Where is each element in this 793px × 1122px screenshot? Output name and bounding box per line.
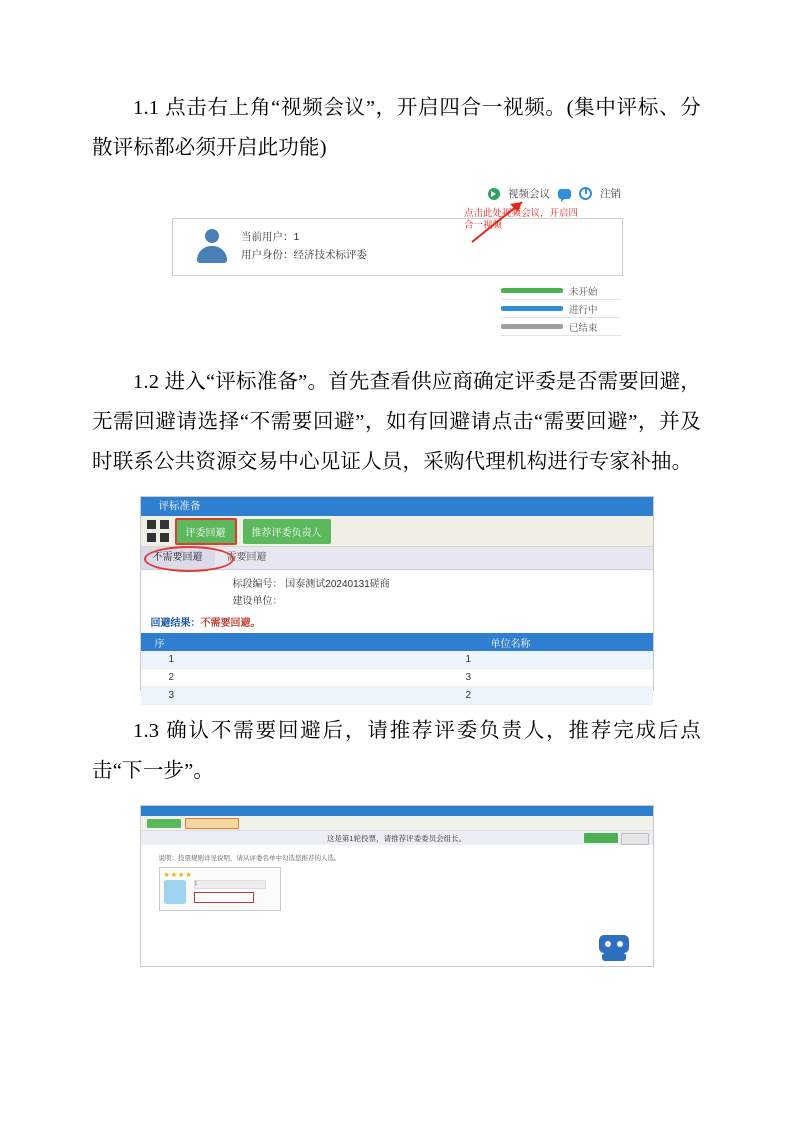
qr-code-icon [147,520,169,542]
paragraph-1-3: 1.3 确认不需要回避后，请推荐评委负责人，推荐完成后点击“下一步”。 [92,720,701,782]
fig1-user-info [241,228,367,264]
table-header-row [141,633,653,651]
cell-index: 1 [141,651,356,669]
cancel-button[interactable] [621,833,649,845]
table-header-index: 序 [141,633,356,651]
chat-icon[interactable] [558,189,571,199]
fig2-title: 评标准备 [141,497,653,516]
fig3-header [141,831,653,845]
legend-color-swatch [501,324,563,329]
logout-label[interactable]: 注销 [600,188,621,200]
table-header-unit-name: 单位名称 [356,633,653,651]
rating-stars-icon: ★★★★ [163,872,193,879]
figure-1-screenshot [164,182,629,342]
table-row[interactable] [141,687,653,705]
avoid-button[interactable]: 评委回避 [175,518,237,545]
section-no-value: 国泰测试20240131磋商 [285,579,390,590]
legend-color-swatch [501,306,563,311]
unit-label: 建设单位： [232,596,283,607]
legend-item [501,318,621,336]
cell-index: 3 [141,687,356,705]
expert-select-input[interactable] [194,892,254,903]
legend-label: 进行中 [569,304,598,316]
fig2-fields [141,570,653,610]
legend-color-swatch [501,288,563,293]
unit-row [233,593,653,610]
legend-label: 已结束 [569,322,598,334]
avatar-head [205,229,219,243]
fig3-header-buttons [584,833,649,845]
figure-3-container [92,805,701,967]
table-row[interactable] [141,651,653,669]
fig3-title-bar [141,806,653,816]
current-user-label: 当前用户：1 [241,231,300,243]
legend-item [501,300,621,318]
robot-body [602,953,626,961]
paragraph-1-1: 1.1 点击右上角“视频会议”，开启四合一视频。(集中评标、分散评标都必须开启此功能) [92,97,701,159]
annotation-ellipse [144,546,234,572]
tab-no-avoid[interactable]: 不需要回避 [141,547,215,569]
avatar-body [197,246,227,263]
recommend-leader-button[interactable]: 推荐评委负责人 [243,519,331,544]
legend-label: 未开始 [569,286,598,298]
fig3-body [141,845,653,967]
section-no-row [233,576,653,593]
fig3-toolbar [141,816,653,831]
expert-avatar [164,880,186,904]
table-row[interactable] [141,669,653,687]
section-no-label: 标段编号： [232,579,283,590]
tab-need-avoid[interactable]: 需要回避 [226,552,267,563]
recommend-leader-button-small[interactable] [185,818,239,829]
fig2-table [141,633,653,705]
robot-assistant-icon[interactable] [597,931,631,961]
fig1-annotation-text: 点击此处视频会议，开启四合一视频 [464,208,579,231]
legend-item [501,282,621,300]
paragraph-1-2: 1.2 进入“评标准备”。首先查看供应商确定评委是否需要回避，无需回避请选择“不需要回避”，如有回避请点击“需要回避”，并及时联系公共资源交易中心见证人员，采购代理机构进行专家补抽。 [92,371,701,473]
cell-unit-name: 1 [356,651,653,669]
user-role-label: 用户身份：经济技术标评委 [241,249,367,261]
cell-index: 2 [141,669,356,687]
next-step-button[interactable] [584,833,618,843]
result-value: 不需要回避。 [200,618,261,629]
expert-name-field: 1 [194,880,266,889]
avatar [195,229,229,265]
figure-3-screenshot [140,805,654,967]
video-conference-label[interactable]: 视频会议 [508,188,550,200]
cell-unit-name: 3 [356,669,653,687]
figure-2-container [92,496,701,701]
figure-1-container [92,182,701,342]
avoid-button-small[interactable] [147,819,181,828]
expert-card[interactable] [159,867,281,911]
fig3-header-text: 这是第1轮投票，请推荐评委委员会组长。 [326,833,467,843]
robot-head [599,935,629,953]
robot-eye-right [617,941,623,947]
robot-eye-left [605,941,611,947]
result-prefix: 回避结果： [150,618,201,629]
fig2-toolbar [141,516,653,547]
fig1-legend [501,282,621,336]
cell-unit-name: 2 [356,687,653,705]
figure-2-screenshot [140,496,654,701]
fig1-topbar [164,182,629,210]
power-icon[interactable] [579,187,592,200]
fig3-note: 说明：投票规则详见说明，请从评委名单中勾选您推荐的人选。 [158,855,341,862]
fig2-result [141,610,653,633]
